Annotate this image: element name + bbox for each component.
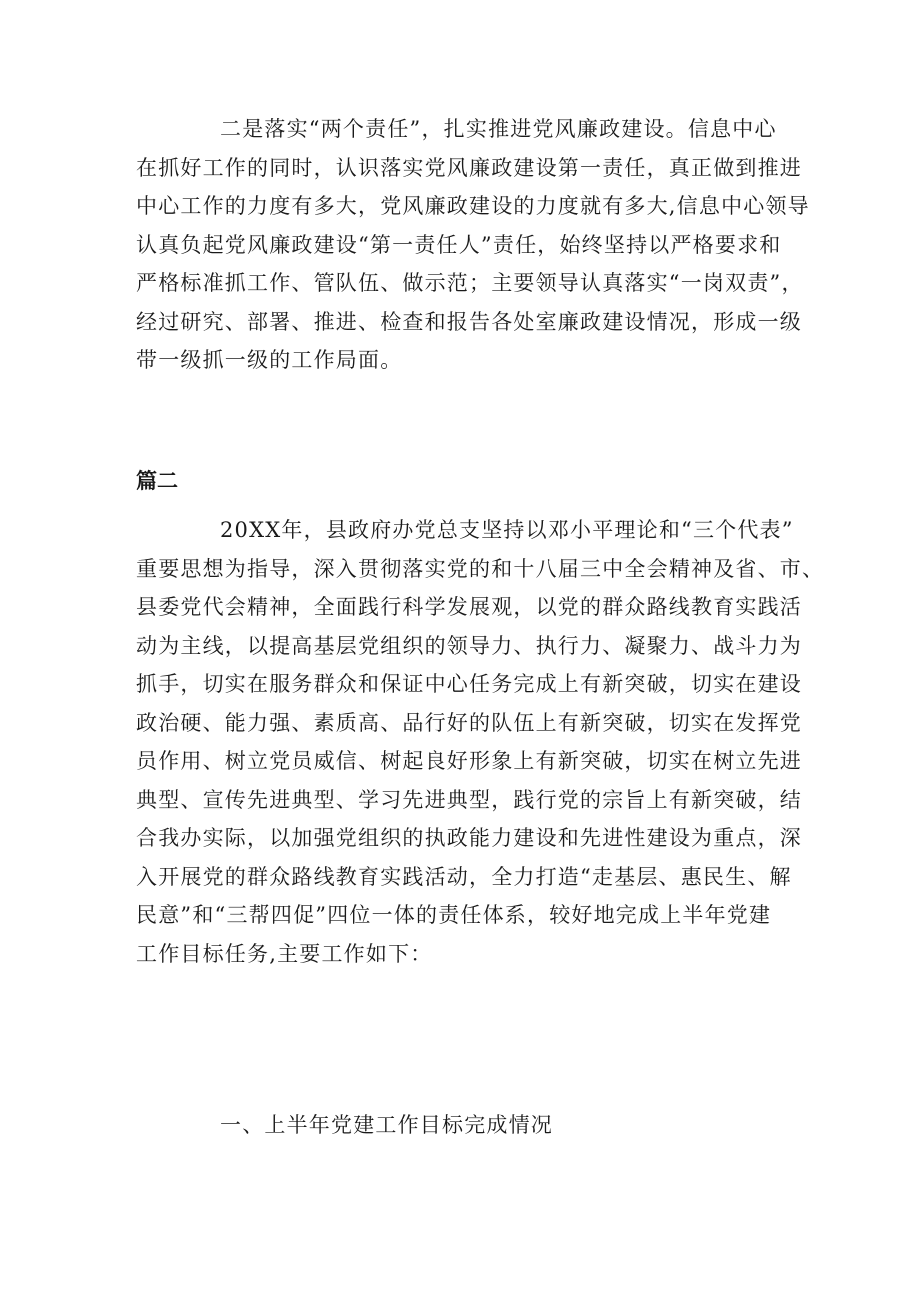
text-line: 带一级抓一级的工作局面。 xyxy=(136,348,403,372)
text-line: 20XX年，县政府办党总支坚持以邓小平理论和“三个代表” xyxy=(220,518,794,542)
text-line: 认真负起党风廉政建设“第一责任人”责任，始终坚持以严格要求和 xyxy=(136,232,782,257)
text-line: 入开展党的群众路线教育实践活动，全力打造“走基层、惠民生、解 xyxy=(136,864,792,889)
text-line: 抓手，切实在服务群众和保证中心任务完成上有新突破，切实在建设 xyxy=(136,672,802,696)
subsection-title: 一、上半年党建工作目标完成情况 xyxy=(220,1113,553,1137)
text-line: 政治硬、能力强、素质高、品行好的队伍上有新突破，切实在发挥党 xyxy=(136,710,802,735)
text-line: 动为主线，以提高基层党组织的领导力、执行力、凝聚力、战斗力为 xyxy=(136,633,802,658)
text-line: 在抓好工作的同时，认识落实党风廉政建设第一责任，真正做到推进 xyxy=(136,155,802,180)
text-line: 二是落实“两个责任”，扎实推进党风廉政建设。信息中心 xyxy=(220,117,777,141)
text-line: 合我办实际，以加强党组织的执政能力建设和先进性建设为重点，深 xyxy=(136,826,802,850)
text-line: 典型、宣传先进典型、学习先进典型，践行党的宗旨上有新突破，结 xyxy=(136,787,802,812)
paragraph-party-work xyxy=(136,511,825,973)
text-line: 员作用、树立党员威信、树起良好形象上有新突破，切实在树立先进 xyxy=(136,749,802,773)
text-line: 中心工作的力度有多大，党风廉政建设的力度就有多大,信息中心领导 xyxy=(136,194,810,218)
text-line: 县委党代会精神，全面践行科学发展观，以党的群众路线教育实践活 xyxy=(136,595,802,619)
text-line: 重要思想为指导，深入贯彻落实党的和十八届三中全会精神及省、市、 xyxy=(136,556,825,581)
text-line: 民意”和“三帮四促”四位一体的责任体系，较好地完成上半年党建 xyxy=(136,903,772,927)
paragraph-two-responsibilities xyxy=(136,110,810,380)
text-line: 严格标准抓工作、管队伍、做示范；主要领导认真落实“一岗双责”， xyxy=(136,271,804,295)
text-line: 工作目标任务,主要工作如下： xyxy=(136,941,433,966)
text-line: 经过研究、部署、推进、检查和报告各处室廉政建设情况，形成一级 xyxy=(136,309,802,334)
section-heading: 篇二 xyxy=(136,469,178,493)
